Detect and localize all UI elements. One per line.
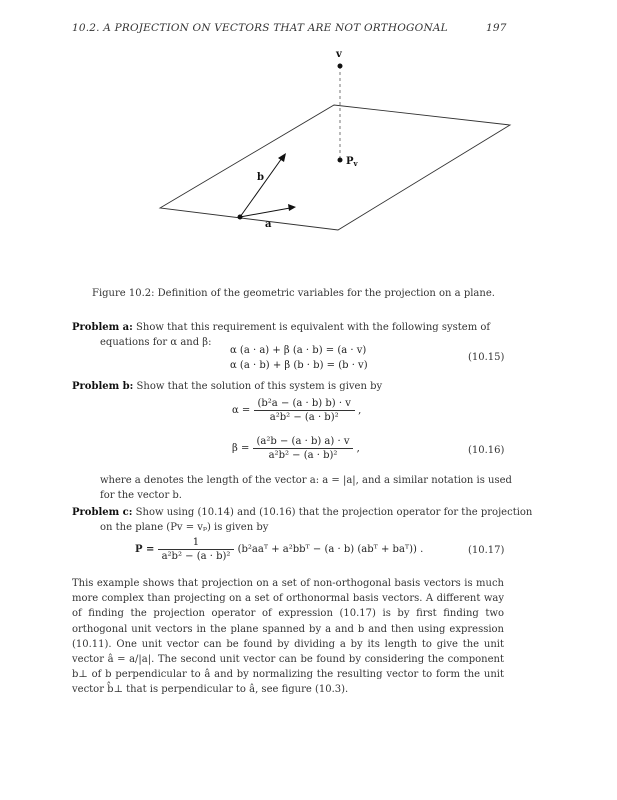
vector-a-line bbox=[240, 208, 290, 217]
problem-a-label: Problem a: bbox=[72, 322, 133, 333]
label-pv: $P_v$ bbox=[346, 156, 358, 168]
operator-end: . bbox=[420, 544, 424, 555]
alpha-end: , bbox=[358, 405, 362, 416]
plane-polygon bbox=[160, 105, 510, 230]
problem-b-label: Problem b: bbox=[72, 381, 134, 392]
body-paragraph: This example shows that projection on a set of non-orthogonal basis vectors is much more complex than projecting on a set of orthonormal basis vectors. A different way of finding the projection operator of expression (10.17) is by first finding two orthogonal unit vectors in the plane spanned by a and b and then using expression (10.11). One unit vector can be found by dividing a by its length to give the unit vector â = a/|a|. The second unit vector can be found by considering the component b⊥ of b perpendicular to â and by normalizing the resulting vector to form the unit vector b̂⊥ that is perpendicular to â, see figure (10.3). bbox=[72, 578, 504, 696]
beta-fraction bbox=[253, 436, 354, 461]
problem-b-text: Show that the solution of this system is given by bbox=[136, 381, 383, 392]
operator-rhs: (b²aaᵀ + a²bbᵀ − (a · b) (abᵀ + baᵀ)) bbox=[237, 544, 417, 555]
equation-number-10-15: (10.15) bbox=[468, 352, 505, 363]
label-v: v bbox=[336, 49, 342, 60]
point-pv bbox=[338, 158, 343, 163]
beta-lhs: β = bbox=[232, 443, 250, 454]
figure-caption: Figure 10.2: Definition of the geometric variables for the projection on a plane. bbox=[92, 288, 495, 299]
alpha-numerator: (b²a − (a · b) b) · v bbox=[257, 398, 351, 409]
vector-b-arrowhead bbox=[278, 153, 286, 162]
equation-number-10-17: (10.17) bbox=[468, 545, 505, 556]
problem-c bbox=[72, 505, 540, 535]
alpha-fraction bbox=[254, 398, 355, 423]
equation-number-10-16: (10.16) bbox=[468, 445, 505, 456]
alpha-lhs: α = bbox=[232, 405, 251, 416]
beta-end: , bbox=[356, 443, 360, 454]
page-number: 197 bbox=[486, 22, 507, 34]
beta-numerator: (a²b − (a · b) a) · v bbox=[256, 436, 350, 447]
problem-b-note: where a denotes the length of the vector a: a = |a|, and a similar notation is used for the vector b. bbox=[100, 475, 512, 501]
label-b: b bbox=[257, 172, 264, 183]
problem-c-text: Show using (10.14) and (10.16) that the projection operator for the projection on the plane (Pv = vₚ) is given by bbox=[100, 507, 533, 533]
alpha-denominator: a²b² − (a · b)² bbox=[254, 410, 355, 423]
problem-a-text: Show that this requirement is equivalent with the following system of equations for α and β: bbox=[100, 322, 491, 348]
problem-b bbox=[72, 379, 512, 394]
operator-numerator: 1 bbox=[192, 537, 200, 548]
beta-denominator: a²b² − (a · b)² bbox=[253, 448, 354, 461]
running-header-title: 10.2. A PROJECTION ON VECTORS THAT ARE NOT ORTHOGONAL bbox=[72, 22, 448, 34]
point-v bbox=[338, 64, 343, 69]
equation-alpha bbox=[232, 398, 361, 423]
vector-b-line bbox=[240, 158, 282, 217]
equation-10-17 bbox=[135, 537, 423, 562]
operator-denominator: a²b² − (a · b)² bbox=[158, 549, 235, 562]
vector-a-arrowhead bbox=[288, 204, 296, 211]
operator-lhs: P = bbox=[135, 544, 155, 555]
equation-10-15-line2: α (a · b) + β (b · b) = (b · v) bbox=[230, 360, 368, 371]
operator-fraction bbox=[158, 537, 235, 562]
problem-c-label: Problem c: bbox=[72, 507, 133, 518]
projection-figure bbox=[0, 0, 617, 290]
equation-10-15-line1: α (a · a) + β (a · b) = (a · v) bbox=[230, 345, 367, 356]
equation-beta bbox=[232, 436, 360, 461]
label-a: a bbox=[265, 219, 272, 230]
